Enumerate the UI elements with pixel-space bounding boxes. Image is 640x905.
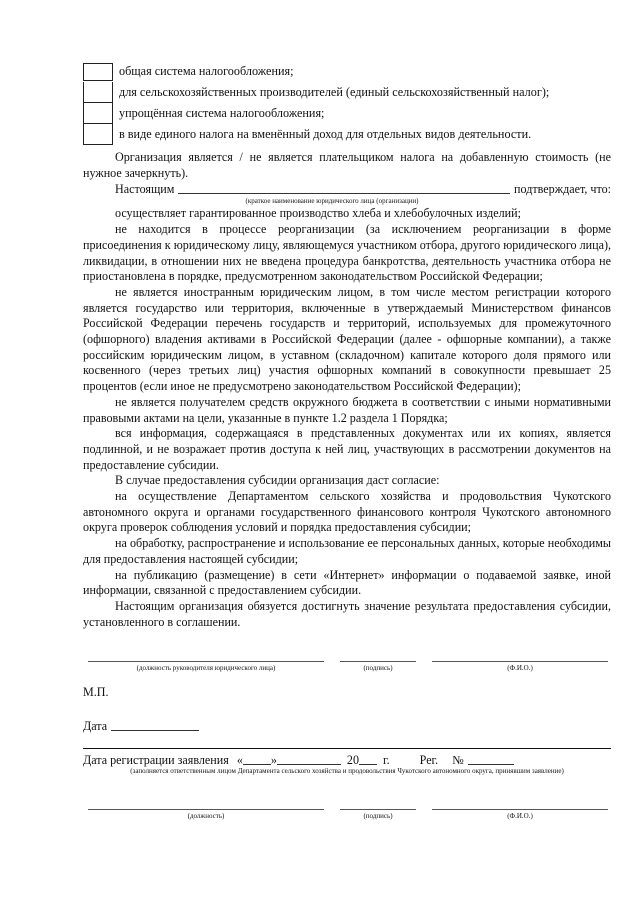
year-field[interactable] bbox=[359, 752, 377, 765]
clause-foreign-entity: не является иностранным юридическим лицом, в том числе местом регистрации которого является государство или территория, включенные в утверждаемый Министерством финансов Российской Федерации перечень государств и территорий, используемых для промежуточного (офшорного) владения активами в Российской Федерации (далее - офшорные компании), а также российским юридическим лицом, в уставном (складочном) капитале которого доля прямого или косвенного (через третьих лиц) участия офшорных компаний в совокупности превышает 25 процентов (если иное не предусмотрено законодательством Российской Федерации); bbox=[83, 284, 611, 394]
close-quote: » bbox=[270, 753, 277, 767]
clause-reorganization: не находится в процессе реорганизации (за исключением реорганизации в форме присоединения к юридическому лицу, являющемуся участником отбора, другого юридического лица), ликвидации, в отношении них не введена процедура банкротства, деятельность участника отбора не приостановлена в порядке, предусмотренном законодательством Российской Федерации; bbox=[83, 222, 611, 284]
official-signature-caption: (подпись) bbox=[363, 812, 393, 820]
official-name-line bbox=[432, 809, 608, 810]
organization-name-field[interactable] bbox=[178, 181, 510, 194]
official-name-caption: (Ф.И.О.) bbox=[507, 812, 533, 820]
name-caption: (Ф.И.О.) bbox=[507, 664, 533, 672]
confirm-line bbox=[83, 181, 611, 197]
tax-option-label: в виде единого налога на вменённый доход для отдельных видов деятельности. bbox=[119, 127, 532, 141]
seal-label: М.П. bbox=[83, 685, 109, 699]
open-quote: « bbox=[236, 753, 243, 767]
document-body bbox=[83, 150, 611, 630]
checkbox[interactable] bbox=[83, 63, 113, 81]
signature-line bbox=[340, 661, 416, 662]
date-label: Дата bbox=[83, 719, 108, 733]
consent-intro: В случае предоставления субсидии организация даст согласие: bbox=[115, 473, 440, 488]
number-sign: № bbox=[452, 753, 464, 767]
year-suffix: г. bbox=[383, 753, 390, 767]
tax-option-label: упрощённая система налогообложения; bbox=[119, 106, 325, 120]
position-field[interactable] bbox=[88, 661, 324, 673]
vat-statement: Организация является / не является плательщиком налога на добавленную стоимость (не нужное зачеркнуть). bbox=[83, 150, 611, 180]
checkbox[interactable] bbox=[83, 124, 113, 145]
day-field[interactable] bbox=[243, 752, 271, 765]
confirm-prefix: Настоящим bbox=[115, 181, 175, 196]
signature-caption: (подпись) bbox=[363, 664, 393, 672]
year-prefix: 20 bbox=[346, 753, 359, 767]
tax-option-simplified[interactable] bbox=[83, 103, 603, 124]
tax-system-options bbox=[83, 61, 603, 145]
date-line bbox=[83, 718, 199, 734]
signature-field[interactable] bbox=[340, 661, 416, 673]
official-position-line bbox=[88, 809, 324, 810]
name-field[interactable] bbox=[432, 661, 608, 673]
official-signature-line bbox=[340, 809, 416, 810]
reg-number-field[interactable] bbox=[468, 752, 514, 765]
tax-option-imputed[interactable] bbox=[83, 124, 603, 145]
registration-divider bbox=[83, 748, 611, 749]
position-caption: (должность руководителя юридического лица) bbox=[136, 664, 276, 672]
registration-label: Дата регистрации заявления bbox=[83, 753, 229, 767]
signature-block-head bbox=[88, 661, 608, 673]
name-line bbox=[432, 661, 608, 662]
tax-option-label: для сельскохозяйственных производителей (единый сельскохозяйственный налог); bbox=[119, 85, 550, 99]
consent-inspection: на осуществление Департаментом сельского хозяйства и продовольствия Чукотского автономного округа и органами государственного финансового контроля Чукотского автономного округа проверок соблюдения условий и порядка предоставления субсидии; bbox=[83, 489, 611, 535]
date-field[interactable] bbox=[111, 718, 199, 731]
clause-information: вся информация, содержащаяся в представленных документах или их копиях, является подлинной, и не возражает против доступа к ней лиц, участвующих в рассмотрении документов на предоставление субсидии. bbox=[83, 426, 611, 472]
registration-note: (заполняется ответственным лицом Департамента сельского хозяйства и продовольствия Чукотского автономного округа, принявшим заявление) bbox=[130, 767, 564, 775]
registration-row bbox=[83, 752, 611, 768]
official-position-caption: (должность) bbox=[187, 812, 225, 820]
organization-name-hint: (краткое наименование юридического лица (организации) bbox=[245, 197, 419, 206]
checkbox[interactable] bbox=[83, 82, 113, 103]
consent-personal-data: на обработку, распространение и использование ее персональных данных, которые необходимы для предоставления настоящей субсидии; bbox=[83, 536, 611, 566]
clause-budget-funds: не является получателем средств окружного бюджета в соответствии с иными нормативными правовыми актами на цели, указанные в пункте 1.2 раздела 1 Порядка; bbox=[83, 394, 611, 425]
obligation-statement: Настоящим организация обязуется достигнуть значение результата предоставления субсидии, установленного в соглашении. bbox=[83, 598, 611, 629]
reg-label: Рег. bbox=[419, 753, 439, 767]
confirm-suffix: подтверждает, что: bbox=[514, 181, 611, 196]
month-field[interactable] bbox=[277, 752, 341, 765]
official-position-field[interactable] bbox=[88, 809, 324, 821]
tax-option-general[interactable] bbox=[83, 61, 603, 82]
tax-option-agricultural[interactable] bbox=[83, 82, 603, 103]
signature-block-official bbox=[88, 809, 608, 821]
checkbox[interactable] bbox=[83, 103, 113, 124]
tax-option-label: общая система налогообложения; bbox=[119, 64, 294, 78]
official-name-field[interactable] bbox=[432, 809, 608, 821]
position-line bbox=[88, 661, 324, 662]
consent-publication: на публикацию (размещение) в сети «Интернет» информации о подаваемой заявке, иной информации, связанной с предоставлением субсидии. bbox=[83, 567, 611, 598]
clause-production: осуществляет гарантированное производство хлеба и хлебобулочных изделий; bbox=[115, 206, 521, 221]
official-signature-field[interactable] bbox=[340, 809, 416, 821]
